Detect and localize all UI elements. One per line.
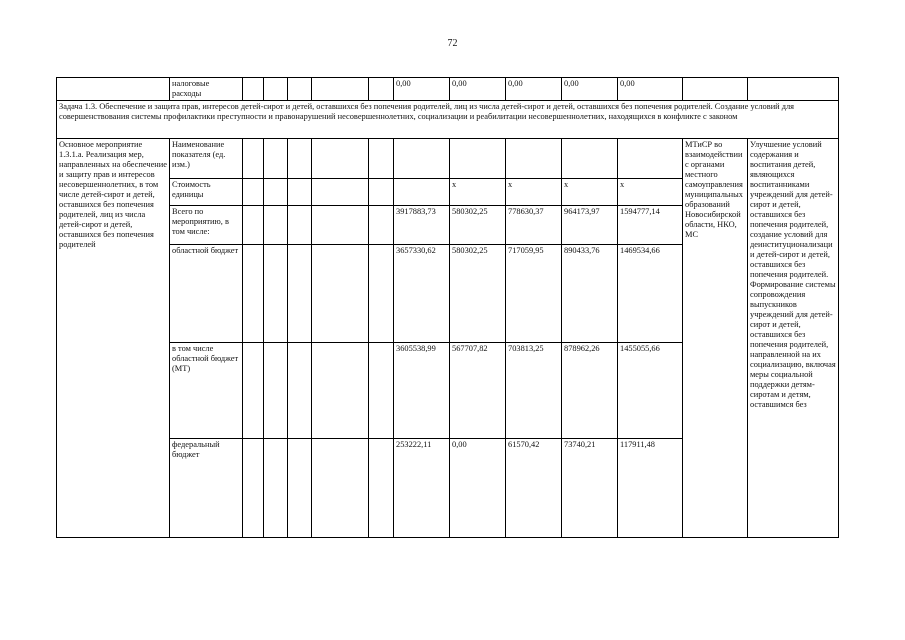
executor-cell: МТиСР во взаимодействии с органами местного самоуправления муниципальных образований Новосибирской области, НКО, МС bbox=[683, 139, 748, 538]
value-cell: 0,00 bbox=[394, 78, 450, 101]
value-cell: х bbox=[618, 179, 683, 206]
value-cell: 0,00 bbox=[506, 78, 562, 101]
budget-table bbox=[56, 77, 839, 538]
value-cell: 717059,95 bbox=[506, 245, 562, 343]
row-label: Стоимость единицы bbox=[170, 179, 243, 206]
value-cell: 73740,21 bbox=[562, 439, 618, 538]
row-label: в том числе областной бюджет (МТ) bbox=[170, 343, 243, 439]
row-label: областной бюджет bbox=[170, 245, 243, 343]
table-row bbox=[57, 139, 839, 179]
value-cell: 580302,25 bbox=[450, 245, 506, 343]
table-row bbox=[57, 78, 839, 101]
value-cell: 567707,82 bbox=[450, 343, 506, 439]
page-number: 72 bbox=[447, 38, 458, 49]
value-cell: 3605538,99 bbox=[394, 343, 450, 439]
value-cell: 0,00 bbox=[450, 78, 506, 101]
value-cell: 1469534,66 bbox=[618, 245, 683, 343]
value-cell bbox=[506, 139, 562, 179]
main-event-name: Основное мероприятие 1.3.1.а. Реализация мер, направленных на обеспечение и защиту прав и интересов несовершеннолетних, в том числе детей-сирот и детей, оставшихся без попечения родителей, лиц из числа детей-сирот и детей, оставшихся без попечения родителей bbox=[57, 139, 170, 538]
value-cell: х bbox=[562, 179, 618, 206]
value-cell: 0,00 bbox=[450, 439, 506, 538]
row-label: Наименование показателя (ед. изм.) bbox=[170, 139, 243, 179]
value-cell bbox=[394, 179, 450, 206]
value-cell: 703813,25 bbox=[506, 343, 562, 439]
value-cell: 964173,97 bbox=[562, 206, 618, 245]
value-cell: 3917883,73 bbox=[394, 206, 450, 245]
row-label: налоговые расходы bbox=[170, 78, 243, 101]
value-cell: 3657330,62 bbox=[394, 245, 450, 343]
value-cell: 878962,26 bbox=[562, 343, 618, 439]
value-cell: 253222,11 bbox=[394, 439, 450, 538]
task-description: Задача 1.3. Обеспечение и защита прав, интересов детей-сирот и детей, оставшихся без попечения родителей, лиц из числа детей-сирот и детей, оставшихся без попечения родителей. Создание условий для совершенствования системы профилактики преступности и правонарушений несовершеннолетних, социализации и реабилитации несовершеннолетних, находящихся в конфликте с законом bbox=[57, 101, 839, 139]
value-cell: 0,00 bbox=[562, 78, 618, 101]
value-cell: 0,00 bbox=[618, 78, 683, 101]
value-cell: 890433,76 bbox=[562, 245, 618, 343]
row-label: Всего по мероприятию, в том числе: bbox=[170, 206, 243, 245]
value-cell: 61570,42 bbox=[506, 439, 562, 538]
value-cell bbox=[450, 139, 506, 179]
value-cell: 117911,48 bbox=[618, 439, 683, 538]
value-cell bbox=[618, 139, 683, 179]
value-cell bbox=[394, 139, 450, 179]
task-row bbox=[57, 101, 839, 139]
value-cell: 778630,37 bbox=[506, 206, 562, 245]
value-cell: х bbox=[506, 179, 562, 206]
expected-result-cell: Улучшение условий содержания и воспитания детей, являющихся воспитанниками учреждений для детей-сирот и детей, оставшихся без попечения родителей, создание условий для деинституционализации детей-сирот и детей, оставшихся без попечения родителей. Формирование системы сопровождения выпускников учреждений для детей-сирот и детей, оставшихся без попечения родителей, направленной на их социализацию, включая меры социальной поддержки детям-сиротам и детям, оставшимся без bbox=[748, 139, 839, 538]
value-cell: 1455055,66 bbox=[618, 343, 683, 439]
value-cell: 580302,25 bbox=[450, 206, 506, 245]
value-cell: 1594777,14 bbox=[618, 206, 683, 245]
row-label: федеральный бюджет bbox=[170, 439, 243, 538]
value-cell: х bbox=[450, 179, 506, 206]
value-cell bbox=[562, 139, 618, 179]
